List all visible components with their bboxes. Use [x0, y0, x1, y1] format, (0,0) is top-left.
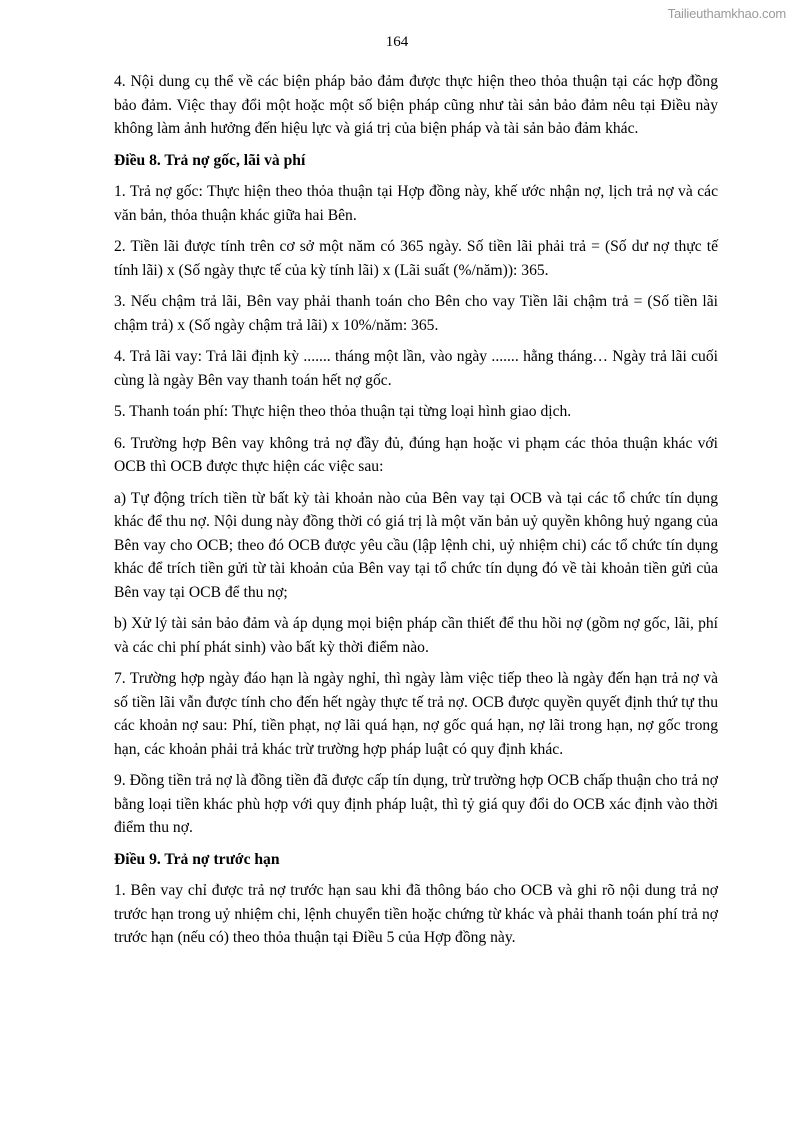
watermark: Tailieuthamkhao.com [667, 6, 786, 21]
document-body [114, 70, 718, 958]
paragraph-auto-debit: a) Tự động trích tiền từ bất kỳ tài khoản nào của Bên vay tại OCB và tại các tổ chức tín dụng khác để thu nợ. Nội dung này đồng thời có giá trị là một văn bản uỷ quyền không huỷ ngang của Bên vay cho OCB; theo đó OCB được yêu cầu (lập lệnh chi, uỷ nhiệm chi) các tổ chức tín dụng khác để trích tiền gửi từ tài khoản của Bên vay tại tổ chức tín dụng đó về tài khoản tiền gửi của Bên vay tại OCB để thu nợ; [114, 489, 718, 601]
paragraph-principal-repayment: 1. Trả nợ gốc: Thực hiện theo thỏa thuận tại Hợp đồng này, khế ước nhận nợ, lịch trả nợ và các văn bản, thỏa thuận khác giữa hai Bên. [114, 183, 718, 224]
paragraph-security-content: 4. Nội dung cụ thể về các biện pháp bảo đảm được thực hiện theo thỏa thuận tại các hợp đồng bảo đảm. Việc thay đổi một hoặc một số biện pháp cũng như tài sản bảo đảm nêu tại Điều này không làm ảnh hưởng đến hiệu lực và giá trị của biện pháp và tài sản bảo đảm khác. [114, 73, 718, 137]
paragraph-interest-payment: 4. Trả lãi vay: Trả lãi định kỳ ....... tháng một lần, vào ngày ....... hằng tháng… Ngày trả lãi cuối cùng là ngày Bên vay thanh toán hết nợ gốc. [114, 348, 718, 389]
heading-article-8: Điều 8. Trả nợ gốc, lãi và phí [114, 151, 306, 169]
paragraph-collateral-handling: b) Xử lý tài sản bảo đảm và áp dụng mọi biện pháp cần thiết để thu hồi nợ (gồm nợ gốc, lãi, phí và các chi phí phát sinh) vào bất kỳ thời điểm nào. [114, 615, 718, 656]
paragraph-interest-calculation: 2. Tiền lãi được tính trên cơ sở một năm có 365 ngày. Số tiền lãi phải trả = (Số dư nợ thực tế tính lãi) x (Số ngày thực tế của kỳ tính lãi) x (Lãi suất (%/năm)): 365. [114, 238, 718, 279]
paragraph-default-actions: 6. Trường hợp Bên vay không trả nợ đầy đủ, đúng hạn hoặc vi phạm các thỏa thuận khác với OCB thì OCB được thực hiện các việc sau: [114, 434, 718, 475]
heading-article-9: Điều 9. Trả nợ trước hạn [114, 850, 280, 868]
paragraph-late-interest: 3. Nếu chậm trả lãi, Bên vay phải thanh toán cho Bên cho vay Tiền lãi chậm trả = (Số tiền lãi chậm trả) x (Số ngày chậm trả lãi) x 10%/năm: 365. [114, 293, 718, 334]
paragraph-repayment-currency: 9. Đồng tiền trả nợ là đồng tiền đã được cấp tín dụng, trừ trường hợp OCB chấp thuận cho trả nợ bằng loại tiền khác phù hợp với quy định pháp luật, thì tỷ giá quy đổi do OCB xác định vào thời điểm thu nợ. [114, 772, 719, 836]
paragraph-maturity-holiday: 7. Trường hợp ngày đáo hạn là ngày nghỉ, thì ngày làm việc tiếp theo là ngày đến hạn trả nợ và số tiền lãi vẫn được tính cho đến hết ngày thực tế trả nợ. OCB được quyền quyết định thứ tự thu các khoản nợ sau: Phí, tiền phạt, nợ lãi quá hạn, nợ gốc quá hạn, nợ lãi trong hạn, nợ gốc trong hạn, các khoản phải trả khác trừ trường hợp pháp luật có quy định khác. [114, 670, 718, 758]
paragraph-early-repayment: 1. Bên vay chỉ được trả nợ trước hạn sau khi đã thông báo cho OCB và ghi rõ nội dung trả nợ trước hạn trong uỷ nhiệm chi, lệnh chuyển tiền hoặc chứng từ khác và phải thanh toán phí trả nợ trước hạn (nếu có) theo thỏa thuận tại Điều 5 của Hợp đồng này. [114, 882, 718, 946]
page-number: 164 [385, 34, 409, 50]
paragraph-fee-payment: 5. Thanh toán phí: Thực hiện theo thỏa thuận tại từng loại hình giao dịch. [114, 403, 572, 420]
